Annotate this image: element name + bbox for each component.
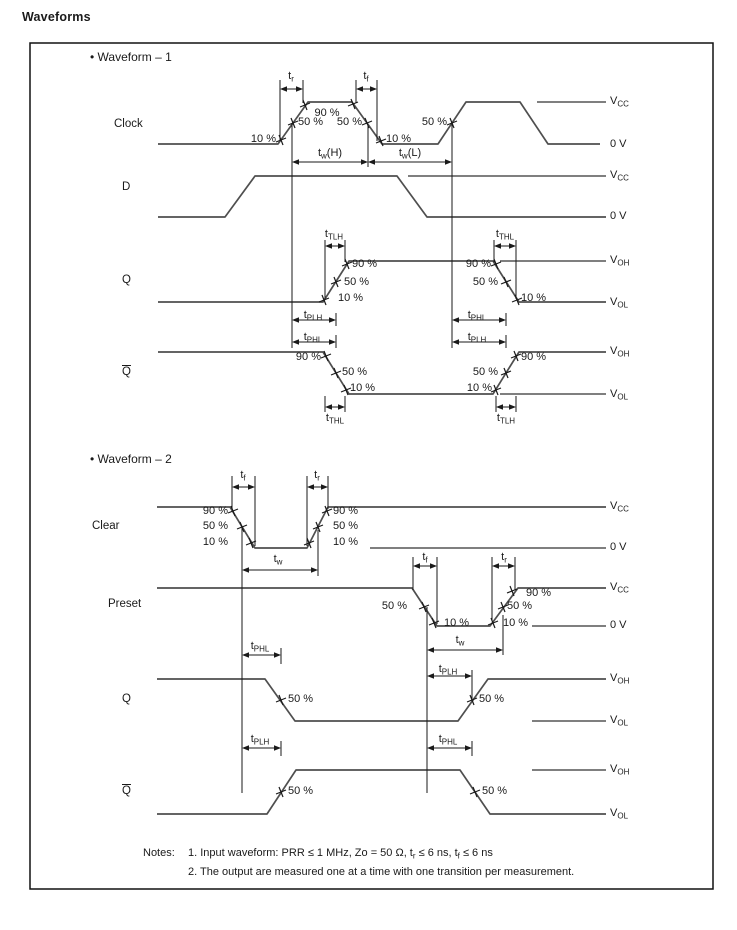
pct-50: 50 % [342, 366, 368, 378]
tphl-label: $t_{PHL}$ [250, 640, 270, 654]
pct-10: 10 % [503, 617, 529, 629]
signal-label-q: Q [122, 274, 131, 286]
tf-label: $t_f$ [240, 469, 246, 483]
tphl-label: $t_{PHL}$ [467, 309, 487, 323]
tthl-label: $t_{THL}$ [325, 412, 345, 426]
tplh-label: $t_{PLH}$ [467, 331, 487, 345]
pct-90: 90 % [465, 258, 491, 270]
ttlh-label: $t_{TLH}$ [496, 412, 516, 426]
pct-50: 50 % [472, 276, 498, 288]
zero-v-label: 0 V [610, 138, 627, 150]
pct-50: 50 % [298, 116, 324, 128]
pct-90: 90 % [526, 587, 552, 599]
signal-label-d: D [122, 181, 131, 193]
voh-label: $V_{OH}$ [610, 254, 630, 268]
tw-label: $t_w$ [455, 634, 465, 648]
bullet-waveform-1: • Waveform – 1 [90, 50, 172, 64]
vol-label: $V_{OL}$ [610, 807, 629, 821]
tw-label: $t_w$ [273, 553, 283, 567]
signal-label-clear: Clear [92, 520, 120, 532]
pct-50: 50 % [479, 693, 505, 705]
pct-50: 50 % [344, 276, 370, 288]
tplh-label: $t_{PLH}$ [250, 733, 270, 747]
vcc-label: $V_{CC}$ [610, 169, 629, 183]
pct-10: 10 % [333, 536, 359, 548]
pct-50: 50 % [288, 693, 314, 705]
zero-v-label: 0 V [610, 619, 627, 631]
signal-label-clock: Clock [114, 118, 143, 130]
tthl-label: $t_{THL}$ [495, 228, 515, 242]
tr-label: $t_r$ [288, 70, 294, 84]
pct-50: 50 % [507, 600, 533, 612]
note-2: 2. The output are measured one at a time with one transition per measurement. [188, 866, 575, 878]
pct-50: 50 % [288, 785, 314, 797]
signal-label-q2: Q [122, 693, 131, 705]
tphl-label: $t_{PHL}$ [303, 331, 323, 345]
notes-label: Notes: [143, 847, 175, 859]
pct-50: 50 % [202, 520, 228, 532]
tf-label: $t_f$ [363, 70, 369, 84]
tplh-label: $t_{PLH}$ [438, 663, 458, 677]
voh-label: $V_{OH}$ [610, 763, 630, 777]
pct-90: 90 % [295, 351, 321, 363]
pct-10: 10 % [250, 133, 276, 145]
pct-90: 90 % [352, 258, 378, 270]
pct-90: 90 % [314, 107, 340, 119]
vol-label: $V_{OL}$ [610, 388, 629, 402]
pct-10: 10 % [444, 617, 470, 629]
voh-label: $V_{OH}$ [610, 345, 630, 359]
pct-10: 10 % [466, 382, 492, 394]
pct-50: 50 % [336, 116, 362, 128]
vcc-label: $V_{CC}$ [610, 95, 629, 109]
vol-label: $V_{OL}$ [610, 714, 629, 728]
pct-90: 90 % [521, 351, 547, 363]
pct-50: 50 % [381, 600, 407, 612]
pct-10: 10 % [202, 536, 228, 548]
tr-label: $t_r$ [314, 469, 320, 483]
tf-label: $t_f$ [422, 551, 428, 565]
vcc-label: $V_{CC}$ [610, 581, 629, 595]
page-title: Waveforms [22, 10, 91, 24]
note-1: 1. Input waveform: PRR ≤ 1 MHz, Zo = 50 Ω, $t_r \le 6$ ns, $t_f \le 6$ ns [188, 847, 493, 861]
pct-50: 50 % [482, 785, 508, 797]
signal-label-qbar2: $\overline{Q}$ [122, 785, 131, 797]
pct-50: 50 % [333, 520, 359, 532]
pct-90: 90 % [202, 505, 228, 517]
pct-90: 90 % [333, 505, 359, 517]
twH-label: $t_w(H)$ [317, 147, 343, 161]
vcc-label: $V_{CC}$ [610, 500, 629, 514]
pct-10: 10 % [386, 133, 412, 145]
signal-label-preset: Preset [108, 598, 142, 610]
tphl-label: $t_{PHL}$ [438, 733, 458, 747]
pct-10: 10 % [338, 292, 364, 304]
twL-label: $t_w(L)$ [398, 147, 422, 161]
vol-label: $V_{OL}$ [610, 296, 629, 310]
pct-50: 50 % [472, 366, 498, 378]
bullet-waveform-2: • Waveform – 2 [90, 452, 172, 466]
signal-label-qbar: $\overline{Q}$ [122, 366, 131, 378]
zero-v-label: 0 V [610, 210, 627, 222]
ttlh-label: $t_{TLH}$ [324, 228, 344, 242]
pct-50: 50 % [421, 116, 447, 128]
voh-label: $V_{OH}$ [610, 672, 630, 686]
pct-10: 10 % [521, 292, 547, 304]
tr-label: $t_r$ [501, 551, 507, 565]
tplh-label: $t_{PLH}$ [303, 309, 323, 323]
zero-v-label: 0 V [610, 541, 627, 553]
pct-10: 10 % [350, 382, 376, 394]
